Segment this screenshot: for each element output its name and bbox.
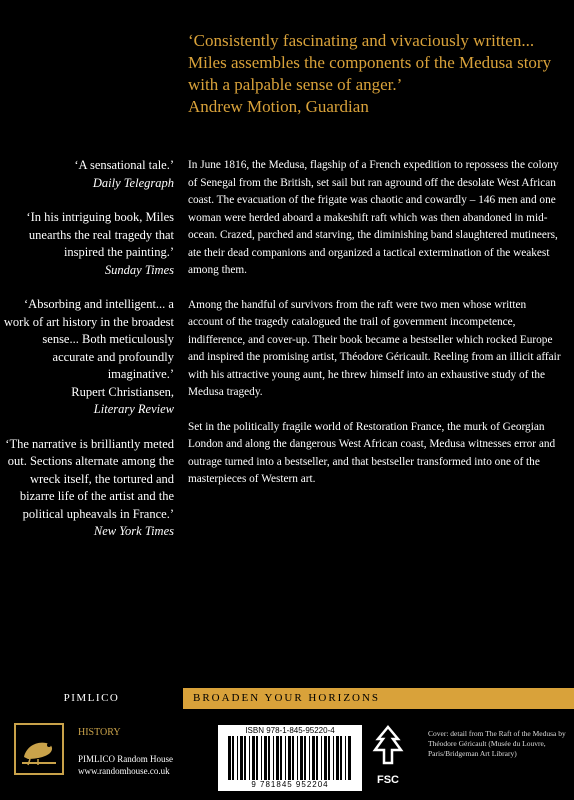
review-item — [0, 157, 174, 192]
pimlico-bird-logo-icon — [14, 723, 64, 775]
review-source: New York Times — [93, 524, 174, 538]
imprint-band — [0, 688, 574, 709]
review-item — [0, 436, 174, 541]
series-slogan: BROADEN YOUR HORIZONS — [183, 688, 574, 709]
blurb-paragraph: In June 1816, the Medusa, flagship of a French expedition to repossess the colony of Senegal from the British, set sail but ran aground off the desolate West African coast. The evacuation of the frigate was chaotic and cowardly – 146 men and one woman were herded aboard a makeshift raft which was then abandoned in mid-ocean. Crazed, parched and starving, the diminishing band slaughtered mutineers, ate their dead companions and organized a tactical extermination of the weakest among them. — [188, 159, 559, 276]
featured-quote-text: ‘Consistently fascinating and vivaciously written... Miles assembles the components of the Medusa story with a palpable sense of anger.’ — [188, 31, 552, 94]
publisher-url: www.randomhouse.co.uk — [78, 766, 170, 776]
publisher-imprint: PIMLICO Random House — [78, 754, 173, 764]
fsc-label: FSC — [377, 774, 399, 786]
featured-quote-attribution: Andrew Motion, Guardian — [188, 97, 369, 116]
review-source: Literary Review — [93, 402, 174, 416]
review-author: Rupert Christiansen, — [71, 384, 174, 399]
barcode — [218, 725, 362, 791]
cover-credit: Cover: detail from The Raft of the Medusa by Théodore Géricault (Musée du Louvre, Paris/Bridgeman Art Library) — [428, 729, 566, 758]
isbn-text: ISBN 978-1-845-95220-4 — [245, 726, 335, 735]
barcode-bars-icon — [228, 736, 352, 780]
review-quote: ‘A sensational tale.’ — [74, 158, 174, 172]
review-source: Daily Telegraph — [92, 175, 174, 190]
featured-quote — [188, 30, 568, 118]
review-column — [0, 157, 174, 558]
blurb-paragraph: Among the handful of survivors from the raft were two men whose written account of the tragedy catalogued the trail of government incompetence, indifference, and cover-up. Their book became a bestseller which rocked Europe and inspired the promising artist, Théodore Géricault. Reeling from an illicit affair with his attractive young aunt, he threw himself into an exhaustive study of the Medusa tragedy. — [188, 298, 561, 398]
blurb-paragraph: Set in the politically fragile world of Restoration France, the murk of Georgian London and along the dangerous West African coast, Medusa witnesses error and outrage turned into a bestseller, and that bestseller transformed into one of the masterpieces of Western art. — [188, 420, 556, 485]
barcode-number: 9 781845 952204 — [251, 780, 329, 789]
review-source: Sunday Times — [104, 262, 174, 277]
imprint-name: PIMLICO — [0, 688, 183, 709]
book-blurb — [188, 157, 563, 506]
review-quote: ‘The narrative is brilliantly meted out. Sections alternate among the wreck itself, the tortured and bizarre life of the artist and the political upheavals in France.’ — [5, 436, 174, 521]
review-item — [0, 296, 174, 419]
review-quote: ‘Absorbing and intelligent... a work of art history in the broadest sense... Both meticulously accurate and profoundly imaginative.’ — [3, 297, 174, 381]
fsc-tree-icon — [368, 723, 408, 773]
review-item — [0, 209, 174, 279]
category-label: HISTORY — [78, 727, 121, 738]
review-quote: ‘In his intriguing book, Miles unearths the real tragedy that inspired the painting.’ — [26, 210, 174, 259]
